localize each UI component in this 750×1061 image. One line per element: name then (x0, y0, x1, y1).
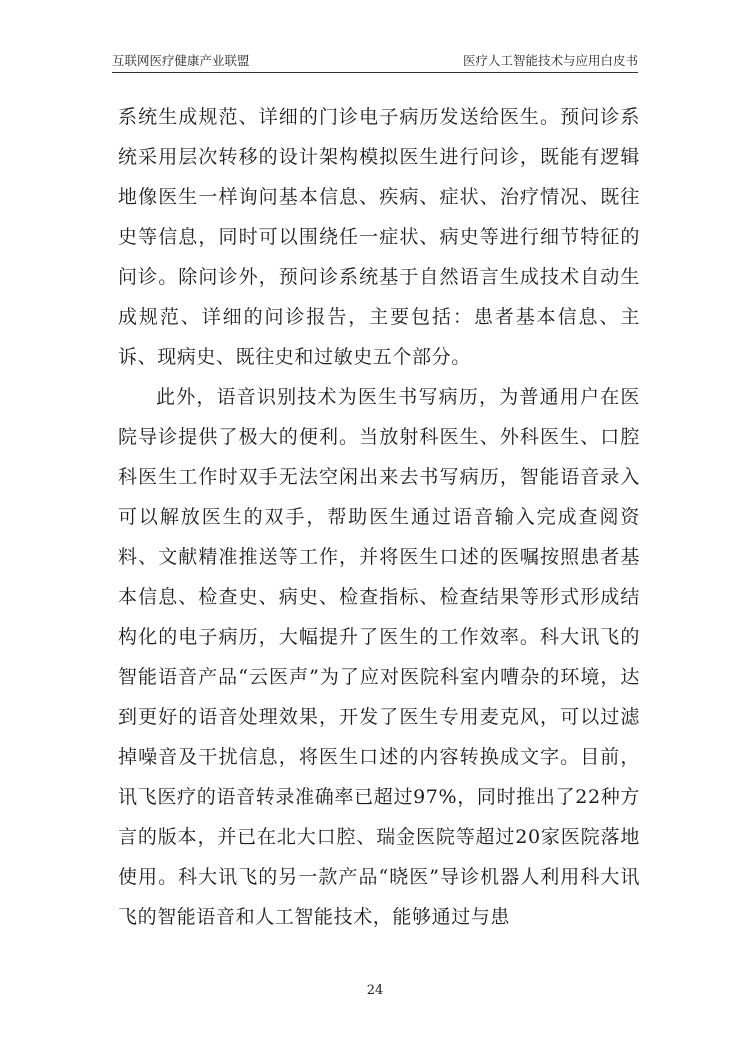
header-organization: 互联网医疗健康产业联盟 (112, 53, 250, 68)
paragraph-speech-recognition: 此外，语音识别技术为医生书写病历，为普通用户在医院导诊提供了极大的便利。当放射科医生、外科医生、口腔科医生工作时双手无法空闲出来去书写病历，智能语音录入可以解放医生的双手，帮助医生通过语音输入完成查阅资料、文献精准推送等工作，并将医生口述的医嘱按照患者基本信息、检查史、病史、检查指标、检查结果等形式形成结构化的电子病历，大幅提升了医生的工作效率。科大讯飞的智能语音产品“云医声”为了应对医院科室内嘈杂的环境，达到更好的语音处理效果，开发了医生专用麦克风，可以过滤掉噪音及干扰信息，将医生口述的内容转换成文字。目前，讯飞医疗的语音转录准确率已超过97%，同时推出了22种方言的版本，并已在北大口腔、瑞金医院等超过20家医院落地使用。科大讯飞的另一款产品“晓医”导诊机器人利用科大讯飞的智能语音和人工智能技术，能够通过与患 (118, 386, 640, 928)
running-header (112, 52, 638, 70)
header-document-title: 医疗人工智能技术与应用白皮书 (462, 53, 638, 68)
header-divider (112, 72, 638, 73)
page-number: 24 (366, 983, 384, 998)
paragraph-continuation: 系统生成规范、详细的门诊电子病历发送给医生。预问诊系统采用层次转移的设计架构模拟医生进行问诊，既能有逻辑地像医生一样询问基本信息、疾病、症状、治疗情况、既往史等信息，同时可以围绕任一症状、病史等进行细节特征的问诊。除问诊外，预问诊系统基于自然语言生成技术自动生成规范、详细的问诊报告，主要包括：患者基本信息、主诉、现病史、既往史和过敏史五个部分。 (118, 106, 640, 368)
body-text (118, 97, 640, 937)
